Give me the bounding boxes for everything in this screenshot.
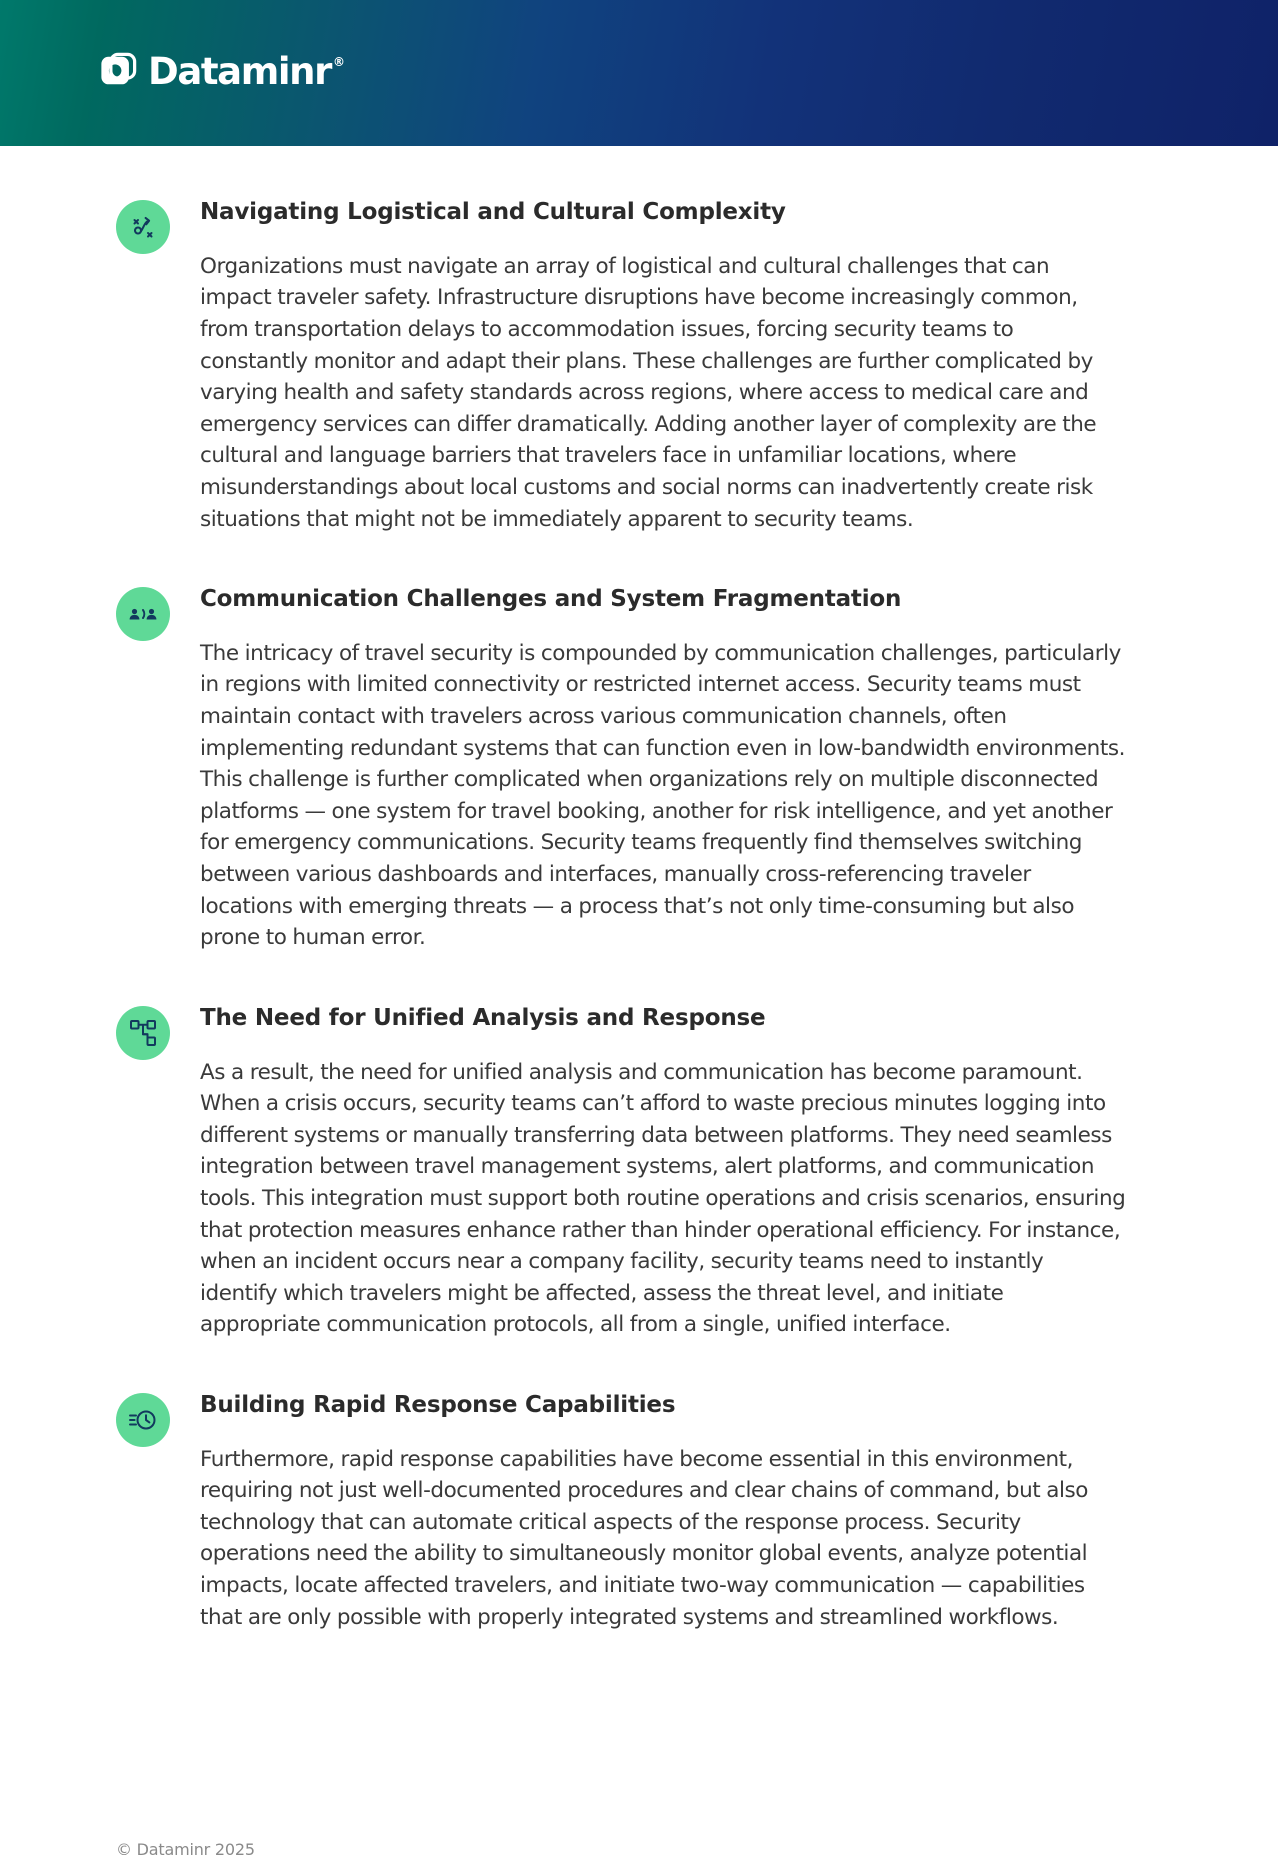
page-header <box>0 0 1278 146</box>
section-paragraph: The intricacy of travel security is compounded by communication challenges, particularly in regions with limited connectivity or restricted internet access. Security teams must maintain contact with travelers across various communication channels, often implementing redundant systems that can function even in low-bandwidth environments. This challenge is further complicated when organizations rely on multiple disconnected platforms — one system for travel booking, another for risk intelligence, and yet another for emergency communications. Security teams frequently find themselves switching between various dashboards and interfaces, manually cross-referencing traveler locations with emerging threats — a process that’s not only time-consuming but also prone to human error. <box>200 640 1125 951</box>
section-the-need-for-unified-analysis-and-response <box>0 1004 1278 1341</box>
section-heading: The Need for Unified Analysis and Response <box>200 1004 766 1031</box>
logo-text: Dataminr <box>148 49 331 93</box>
section-communication-challenges-and-system-fragmentation <box>0 585 1278 954</box>
article-content <box>0 146 1278 1633</box>
section-heading: Building Rapid Response Capabilities <box>200 1391 676 1418</box>
section-heading: Navigating Logistical and Cultural Complexity <box>200 199 786 225</box>
section-heading: Communication Challenges and System Fragmentation <box>200 586 902 613</box>
section-navigating-logistical-and-cultural-complexity <box>0 198 1278 535</box>
section-building-rapid-response-capabilities <box>0 1391 1278 1633</box>
dataminr-logo[interactable] <box>99 49 345 93</box>
rapid-clock-icon <box>116 1393 170 1447</box>
dataminr-logomark-icon <box>99 52 137 90</box>
registered-trademark-symbol: ® <box>332 54 345 69</box>
communication-people-icon <box>116 587 170 641</box>
dataminr-wordmark <box>148 49 345 93</box>
network-nodes-icon <box>116 1006 170 1060</box>
section-paragraph: Organizations must navigate an array of logistical and cultural challenges that can impact traveler safety. Infrastructure disruptions have become increasingly common, from transportation delays to accommodation issues, forcing security teams to constantly monitor and adapt their plans. These challenges are further complicated by varying health and safety standards across regions, where access to medical care and emergency services can differ dramatically. Adding another layer of complexity are the cultural and language barriers that travelers face in unfamiliar locations, where misunderstandings about local customs and social norms can inadvertently create risk situations that might not be immediately apparent to security teams. <box>200 253 1097 532</box>
footer-copyright: © Dataminr 2025 <box>116 1840 255 1859</box>
strategy-route-icon <box>116 200 170 254</box>
page-body <box>0 146 1278 1859</box>
section-paragraph: Furthermore, rapid response capabilities have become essential in this environment, requiring not just well-documented procedures and clear chains of command, but also technology that can automate critical aspects of the response process. Security operations need the ability to simultaneously monitor global events, analyze potential impacts, locate affected travelers, and initiate two-way communication — capabilities that are only possible with properly integrated systems and streamlined workflows. <box>200 1446 1088 1630</box>
section-paragraph: As a result, the need for unified analysis and communication has become paramount. When a crisis occurs, security teams can’t afford to waste precious minutes logging into different systems or manually transferring data between platforms. They need seamless integration between travel management systems, alert platforms, and communication tools. This integration must support both routine operations and crisis scenarios, ensuring that protection measures enhance rather than hinder operational efficiency. For instance, when an incident occurs near a company facility, security teams need to instantly identify which travelers might be affected, assess the threat level, and initiate appropriate communication protocols, all from a single, unified interface. <box>200 1059 1126 1338</box>
